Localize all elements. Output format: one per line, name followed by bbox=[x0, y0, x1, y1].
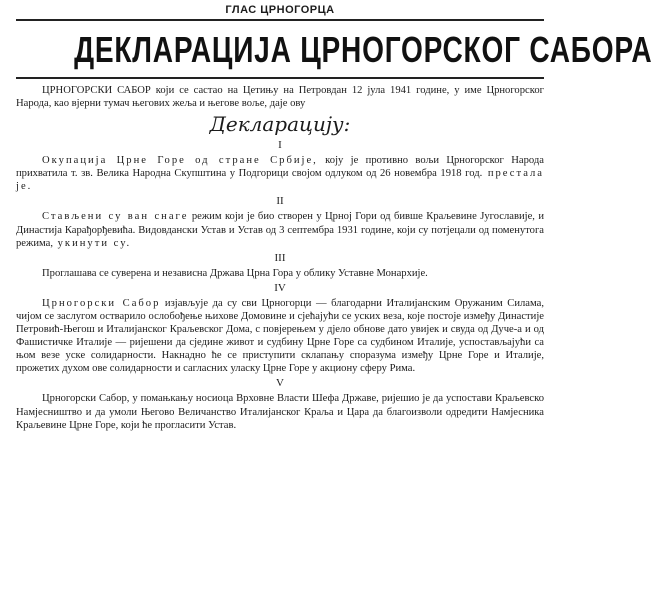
masthead: ГЛАС ЦРНОГОРЦА bbox=[16, 4, 544, 21]
section-1-lead: Окупација Црне Горе од стране Србије, bbox=[42, 155, 318, 167]
section-1-tail: престала је. bbox=[16, 168, 544, 193]
section-2-paragraph bbox=[16, 210, 544, 249]
section-2-text: режим који је био створен у Црној Гори од бивше Краљевине Југославије, и Династија Карађорђевића. Видовдански Устав и Устав од 3 септембра 1931 године, који су потјецали од поменутога режима, bbox=[16, 211, 544, 249]
intro-text: који се састао на Цетињу на Петровдан 12 јула 1941 године, у име Црногорског Народа, као вјерни тумач његових жеља и његове воље, даје ову bbox=[16, 85, 544, 110]
section-5-paragraph bbox=[16, 392, 544, 431]
headline: ДЕКЛАРАЦИЈА ЦРНОГОРСКОГ САБОРА bbox=[74, 29, 652, 70]
section-3-paragraph bbox=[16, 267, 544, 280]
section-1-paragraph bbox=[16, 154, 544, 193]
section-2-numeral: II bbox=[276, 195, 284, 208]
section-1-numeral: I bbox=[278, 139, 282, 152]
section-4-paragraph bbox=[16, 297, 544, 376]
divider-rule bbox=[16, 77, 544, 79]
section-5-numeral: V bbox=[276, 377, 284, 390]
intro-lead: ЦРНОГОРСКИ САБОР bbox=[42, 85, 151, 96]
section-4-lead: Црногорски Сабор bbox=[42, 297, 161, 309]
section-4-numeral: IV bbox=[274, 281, 286, 294]
section-3-numeral: III bbox=[274, 251, 286, 264]
declaration-subtitle: Декларацију: bbox=[209, 112, 351, 137]
section-2-tail: укинути су. bbox=[52, 237, 132, 249]
section-4-text: изјављује да су сви Црногорци — благодарни Италијанским Оружаним Силама, чијом се заслугом остварило ослобођење њихове Домовине и сјећајући се уских веза, које постоје између Династије Петровић-Његош и Италијанског Краљевског Дома, с повјерењем у дјело обнове дато увијек и свуда од Дуче-а и од Фашистичке Италије — ријешени да сједине живот и судбину Црне Горе са судбином Италије, успостављајући са њом везе уске солидарности. Накнадно ће се приступити склапању споразума између Црне Горе и Италије, прожетих духом ове солидарности и сагласних уласку Црне Горе у акциону сферу Рима. bbox=[16, 297, 544, 375]
section-5-text: Црногорски Сабор, у помањкању носиоца Врховне Власти Шефа Државе, ријешио је да успостави Краљевско Намјесништво и да умоли Његово Величанство Италијанског Краља и Цара да благоизволи одредити Намјесника Краљевине Црне Горе, који ће прогласити Устав. bbox=[16, 393, 544, 431]
section-2-lead: Стављени су ван снаге bbox=[42, 211, 189, 223]
section-1-text: коју је противно вољи Црногорског Народа прихватила т. зв. Велика Народна Скупштина у Подгорици својом одлуком од 26 новембра 1918 год. bbox=[16, 155, 544, 180]
intro-paragraph bbox=[16, 84, 544, 110]
section-3-text: Проглашава се суверена и независна Држава Црна Гора у облику Уставне Монархије. bbox=[42, 267, 428, 279]
